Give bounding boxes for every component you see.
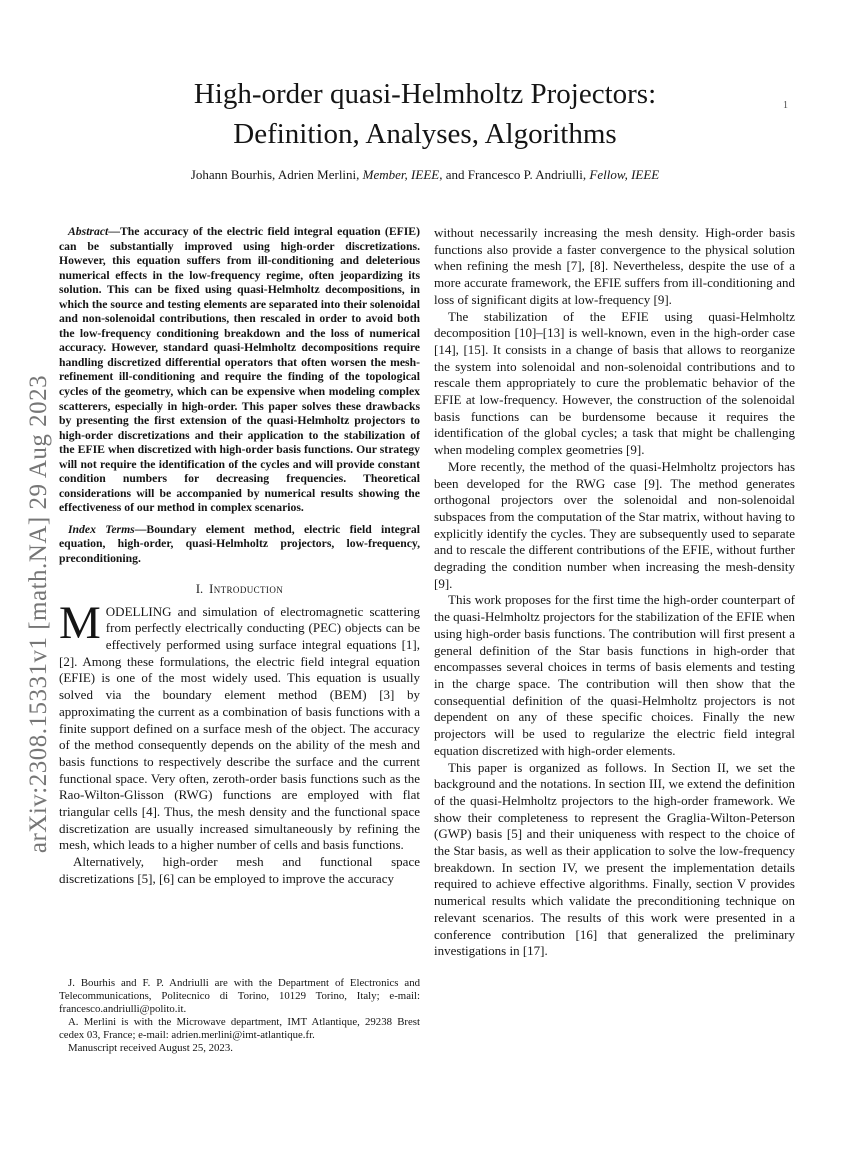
right-column [434,225,795,1057]
author-role-1: Member, IEEE, [362,167,443,182]
intro-paragraph-1 [59,596,420,855]
abstract-text: —The accuracy of the electric field integral equation (EFIE) can be substantially improved using high-order discretizations. However, this equation suffers from ill-conditioning and deleterious numerical effects in the low-frequency regime, often jeopardizing its solution. This can be fixed using quasi-Helmholtz decompositions, in which the source and testing elements are separated into their solenoidal and non-solenoidal contributions, then rescaled in order to avoid both the low-frequency conditioning breakdown and the loss of numerical accuracy. However, standard quasi-Helmholtz decompositions require handling discretized differential operators that often worsen the mesh-refinement ill-conditioning and require the finding of the topological cycles of the geometry, which can be expensive when modeling complex scatterers, especially in high-order. This paper solves these drawbacks by presenting the first extension of the quasi-Helmholtz projectors to high-order discretizations and their application to the stabilization of the EFIE when discretized with high-order basis functions. Our strategy will not require the identification of the cycles and will provide constant condition numbers for decreasing frequencies. Theoretical considerations will be accompanied by numerical results showing the effectiveness of our method in complex scenarios. [59,225,420,515]
right-paragraph-2: The stabilization of the EFIE using quasi-Helmholtz decomposition [10]–[13] is well-known, even in the high-order case [14], [15]. It consists in a change of basis that allows to reorganize the system into solenoidal and non-solenoidal contributions and to rescale them appropriately to cure the problematic behavior of the EFIE at low-frequency. However, the construction of the solenoidal basis functions can be burdensome because it requires the identification of the global cycles; a task that might be challenging when modeling complex geometries [9]. [434,308,795,458]
right-paragraph-3: More recently, the method of the quasi-Helmholtz projectors has been developed for the RWG case [9]. The method generates orthogonal projectors over the solenoidal and non-solenoidal subspaces from the computation of the Star matrix, without having to explicitly identify the cycles. They are subsequently used to separate and to rescale the different contributions of the EFIE, without further degrading the condition number when increasing the mesh-density [9]. [434,458,795,591]
title-block [0,74,850,183]
abstract-paragraph [59,225,420,516]
right-paragraph-1: without necessarily increasing the mesh density. High-order basis functions also provide a faster convergence to the physical solution when refining the mesh [7], [8]. Nevertheless, despite the use of a more accurate framework, the EFIE suffers from ill-conditioning and loss of significant digits at low-frequency [9]. [434,225,795,307]
page-number: 1 [783,100,788,111]
left-column [59,225,420,1057]
author-names-1: Johann Bourhis, Adrien Merlini, [190,167,363,182]
author-role-2: Fellow, IEEE [589,167,660,182]
author-line [0,167,850,183]
footnote-manuscript: Manuscript received August 25, 2023. [68,1042,233,1054]
paper-page [0,74,850,1174]
arxiv-watermark: arXiv:2308.15331v1 [math.NA] 29 Aug 2023 [25,374,52,854]
paper-title-line2: Definition, Analyses, Algorithms [233,118,617,150]
paper-title-line1: High-order quasi-Helmholtz Projectors: [193,78,657,110]
abstract-lead: Abstract [68,225,109,238]
footnote-block [59,977,420,1055]
right-paragraph-4: This work proposes for the first time the high-order counterpart of the quasi-Helmholtz projectors for the stabilization of the EFIE when using high-order basis functions. The contribution will first present a general definition of the Star basis functions in high-order that encompasses several choices in terms of basis elements and testing in the charge space. The contribution will then show that the consequential definition of the quasi-Helmholtz projectors is not dependent on any of these specific choices. Finally the new projectors will be used to regularize the electric field integral equation discretized with high-order elements. [434,592,795,758]
section-number: I. [195,581,204,596]
index-terms-lead: Index Terms [68,522,135,536]
right-paragraph-5: This paper is organized as follows. In Section II, we set the background and the notations. In section III, we extend the definition of the quasi-Helmholtz projectors to the high-order framework. We show their completeness to represent the Graglia-Wilton-Peterson (GWP) basis [5] and their uniqueness with respect to the choice of the Star basis, as well as their application to solve the low-frequency breakdown. In section IV, we present the implementation details required to achieve effective algorithms. Finally, section V provides numerical results which validate the preconditioning technique on relevant scenarios. The results of this work were presented in a conference contribution [16] that generalized the preliminary investigations in [17]. [434,759,795,959]
intro-paragraph-1-text: ODELLING and simulation of electromagnetic scattering from perfectly electrically conducting (PEC) objects can be effectively performed using surface integral equations [1], [2]. Among these formulations, the electric field integral equation (EFIE) is one of the most widely used. This equation is usually solved via the boundary element method (BEM) [3] by approximating the current as a combination of basis functions with a finite support defined on a surface mesh of the object. The accuracy of the method consequently depends on the ability of the mesh and basis functions to respectively describe the surface and the current functional space. Very often, zeroth-order basis functions such as the Rao-Wilton-Glisson (RWG) functions are employed with flat triangular cells [4]. Thus, the mesh density and the functional space discretization are usually increased simultaneously by refining the mesh, which leads to a higher number of cells and basis functions. [59,603,420,853]
drop-cap: M [59,596,101,649]
footnote-affiliation-2: A. Merlini is with the Microwave department, IMT Atlantique, 29238 Brest cedex 03, France; e-mail: adrien.merlini@imt-atlantique.fr. [59,1016,420,1041]
index-terms-paragraph [59,523,420,567]
paper-title [0,74,850,154]
index-terms-text: —Boundary element method, electric field integral equation, high-order, quasi-Helmholtz projectors, low-frequency, preconditioning. [59,522,420,566]
author-names-2: and Francesco P. Andriulli, [442,167,590,182]
two-column-body [59,225,795,1057]
footnote-affiliation-1: J. Bourhis and F. P. Andriulli are with the Department of Electronics and Telecommunications, Politecnico di Torino, 10129 Torino, Italy; e-mail: francesco.andriulli@polito.it. [59,977,420,1015]
section-heading-introduction [59,582,420,597]
section-title: Introduction [209,581,284,596]
intro-paragraph-2: Alternatively, high-order mesh and functional space discretizations [5], [6] can be employed to improve the accuracy [59,854,420,886]
